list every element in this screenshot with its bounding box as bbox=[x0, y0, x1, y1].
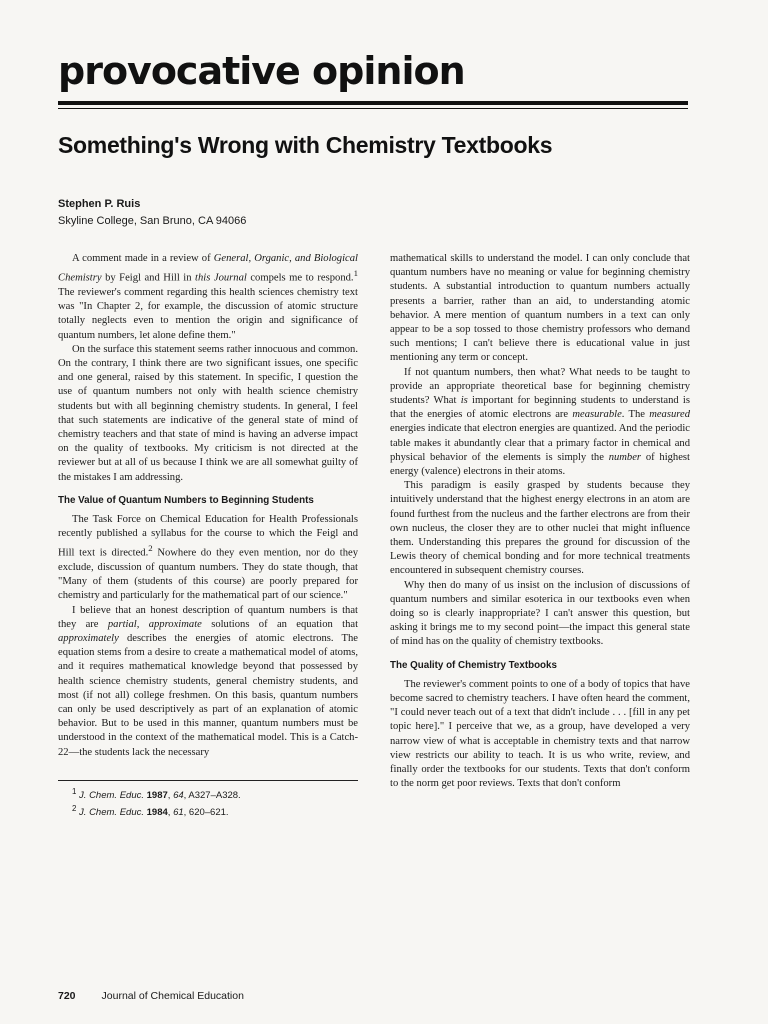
footnote-ref: 1 bbox=[353, 268, 358, 279]
section-heading: The Value of Quantum Numbers to Beginning Students bbox=[58, 494, 314, 506]
footnotes bbox=[58, 780, 358, 819]
paragraph: On the surface this statement seems rather innocuous and common. On the contrary, I think there are two significant issues, one specific and one general, raised by this statement. In specific, I question the use of quantum numbers not only with health science chemistry students but with all beginning chemistry students. In general, I feel that such statements are indicative of the general state of mind of chemistry teachers and that state of mind is having an adverse impact on the quality of textbooks. My criticism is not directed at the reviewer but at all of us because I think we are all somewhat guilty of the mistakes I am addressing. bbox=[58, 343, 358, 483]
page-number: 720 bbox=[58, 990, 76, 1002]
header-rule-thick bbox=[58, 101, 688, 105]
article-title: Something's Wrong with Chemistry Textbooks bbox=[58, 132, 553, 158]
paragraph: If not quantum numbers, then what? What needs to be taught to provide an appropriate theoretical base for beginning chemistry students? What is important for beginning students to understand is that the energies of atomic electrons are measurable. The measured energies indicate that electron energies are quantized. And the periodic table makes it abundantly clear that a primary factor in chemical and physical behavior of the elements is simply the number of highest energy (valence) electrons in their atoms. bbox=[390, 366, 690, 478]
paragraph: A comment made in a review of General, Organic, and Biological Chemistry by Feigl and Hill in this Journal compels me to respond.$^1$ The reviewer's comment regarding this health sciences chemistry text was "In Chapter 2, for example, the discussion of atomic structure totally neglects even to mention the origin and significance of quantum numbers, let alone define them." bbox=[58, 253, 358, 341]
author-name: Stephen P. Ruis bbox=[58, 198, 141, 210]
paragraph: This paradigm is easily grasped by students because they intuitively understand that the highest energy electrons in an atom are found furthest from the nucleus and the farther electrons are from their own nucleus, the closer they are to other nuclei that might influence them. Understanding this prepares the ground for discussion of the Lewis theory of chemical bonding and for more technical treatments encountered in subsequent chemistry courses. bbox=[390, 480, 690, 577]
author-affiliation: Skyline College, San Bruno, CA 94066 bbox=[58, 215, 247, 227]
paragraph: The Task Force on Chemical Education for Health Professionals recently published a syllabus for the course to which the Feigl and Hill text is directed.$^2$ Nowhere do they even mention, nor do they exclude, discussion of quantum numbers. They do state though, that "Many of them (students of this course) are poorly prepared for chemistry and particularly for the mathematical part of our science." bbox=[58, 513, 359, 602]
footnote-ref: 2 bbox=[148, 543, 153, 554]
paragraph: I believe that an honest description of quantum numbers is that they are partial, approximate solutions of an equation that approximately describes the energies of atomic electrons. The equation stems from a desire to create a mathematical model of atoms, and it requires mathematical knowledge beyond that possessed by health science chemistry students, general chemistry students, and most (if not all) college freshmen. On this basis, quantum numbers can only be used descriptively as part of an explanation of atomic behavior. But to be used in this manner, quantum numbers must be understood in the context of the mathematical model. This is a Catch-22—the students lack the necessary bbox=[58, 604, 359, 758]
section-heading: The Quality of Chemistry Textbooks bbox=[390, 659, 557, 671]
page-footer bbox=[58, 988, 458, 1004]
header-rule-thin bbox=[58, 108, 688, 109]
footnote: $^1$ J. Chem. Educ. 1987, 64, A327–A328. bbox=[72, 787, 241, 802]
paragraph: Why then do many of us insist on the inclusion of discussions of quantum numbers and similar esoterica in our textbooks even when doing so is clearly inappropriate? I can't answer this question, but asking it brings me to my second point—the impact this general state of mind has on the quality of chemistry textbooks. bbox=[390, 579, 690, 648]
paragraph: mathematical skills to understand the model. I can only conclude that quantum numbers have no meaning or value for beginning chemistry students. A substantial introduction to quantum numbers actually presents a barrier, rather than an aid, to understanding atomic behavior. A mere mention of quantum numbers in a text can only appear to be a sop tossed to those chemistry professors who demand such mentions; I can't believe there is educational value in just mentioning any term or concept. bbox=[390, 253, 690, 364]
paragraph: The reviewer's comment points to one of a body of topics that have become sacred to chemistry teachers. I have often heard the comment, "I could never teach out of a text that didn't include . . . [fill in any pet topic here]." I perceive that we, as a group, have developed a very narrow view of what is acceptable in chemistry texts and that narrow view restricts our ability to teach. It is us who write, review, and finally order the textbooks for our students. Texts that don't conform to the norm get poor reviews. Texts that don't conform bbox=[390, 678, 690, 790]
footnote: $^2$ J. Chem. Educ. 1984, 61, 620–621. bbox=[72, 804, 229, 819]
section-masthead: provocative opinion bbox=[58, 49, 465, 93]
journal-name: Journal of Chemical Education bbox=[101, 990, 244, 1002]
left-column bbox=[58, 252, 358, 760]
right-column bbox=[390, 252, 690, 791]
